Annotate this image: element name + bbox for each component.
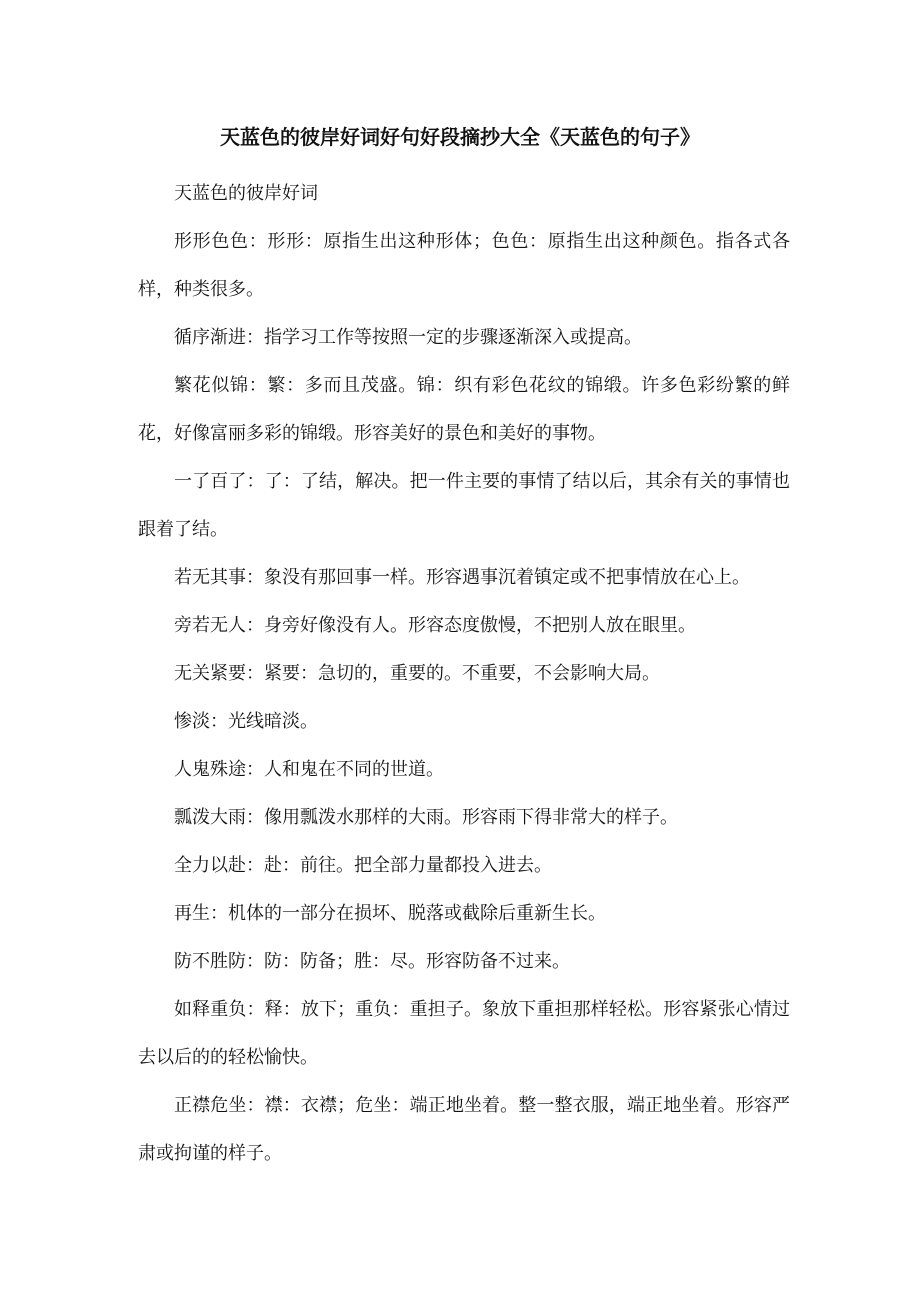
document-title: 天蓝色的彼岸好词好句好段摘抄大全《天蓝色的句子》 bbox=[220, 125, 700, 149]
paragraph: 正襟危坐：襟：衣襟；危坐：端正地坐着。整一整衣服，端正地坐着。形容严肃或拘谨的样子。 bbox=[138, 1095, 790, 1164]
paragraph: 如释重负：释：放下；重负：重担子。象放下重担那样轻松。形容紧张心情过去以后的的轻松愉快。 bbox=[138, 999, 790, 1068]
paragraph: 人鬼殊途：人和鬼在不同的世道。 bbox=[174, 759, 444, 780]
paragraph: 形形色色：形形：原指生出这种形体；色色：原指生出这种颜色。指各式各样，种类很多。 bbox=[138, 231, 790, 300]
paragraph-heading: 天蓝色的彼岸好词 bbox=[174, 183, 318, 204]
paragraph: 惨淡：光线暗淡。 bbox=[174, 711, 318, 732]
paragraph: 瓢泼大雨：像用瓢泼水那样的大雨。形容雨下得非常大的样子。 bbox=[174, 807, 678, 828]
paragraph: 循序渐进：指学习工作等按照一定的步骤逐渐深入或提高。 bbox=[174, 327, 642, 348]
paragraph: 再生：机体的一部分在损坏、脱落或截除后重新生长。 bbox=[174, 903, 606, 924]
paragraph: 繁花似锦：繁：多而且茂盛。锦：织有彩色花纹的锦缎。许多色彩纷繁的鲜花，好像富丽多彩的锦缎。形容美好的景色和美好的事物。 bbox=[138, 375, 790, 444]
paragraph: 一了百了：了：了结，解决。把一件主要的事情了结以后，其余有关的事情也跟着了结。 bbox=[138, 471, 790, 540]
paragraph: 旁若无人：身旁好像没有人。形容态度傲慢，不把别人放在眼里。 bbox=[174, 615, 696, 636]
paragraph: 若无其事：象没有那回事一样。形容遇事沉着镇定或不把事情放在心上。 bbox=[174, 567, 750, 588]
paragraph: 全力以赴：赴：前往。把全部力量都投入进去。 bbox=[174, 855, 552, 876]
document-body bbox=[138, 170, 790, 1178]
paragraph: 无关紧要：紧要：急切的，重要的。不重要，不会影响大局。 bbox=[174, 663, 660, 684]
paragraph: 防不胜防：防：防备；胜：尽。形容防备不过来。 bbox=[174, 951, 570, 972]
